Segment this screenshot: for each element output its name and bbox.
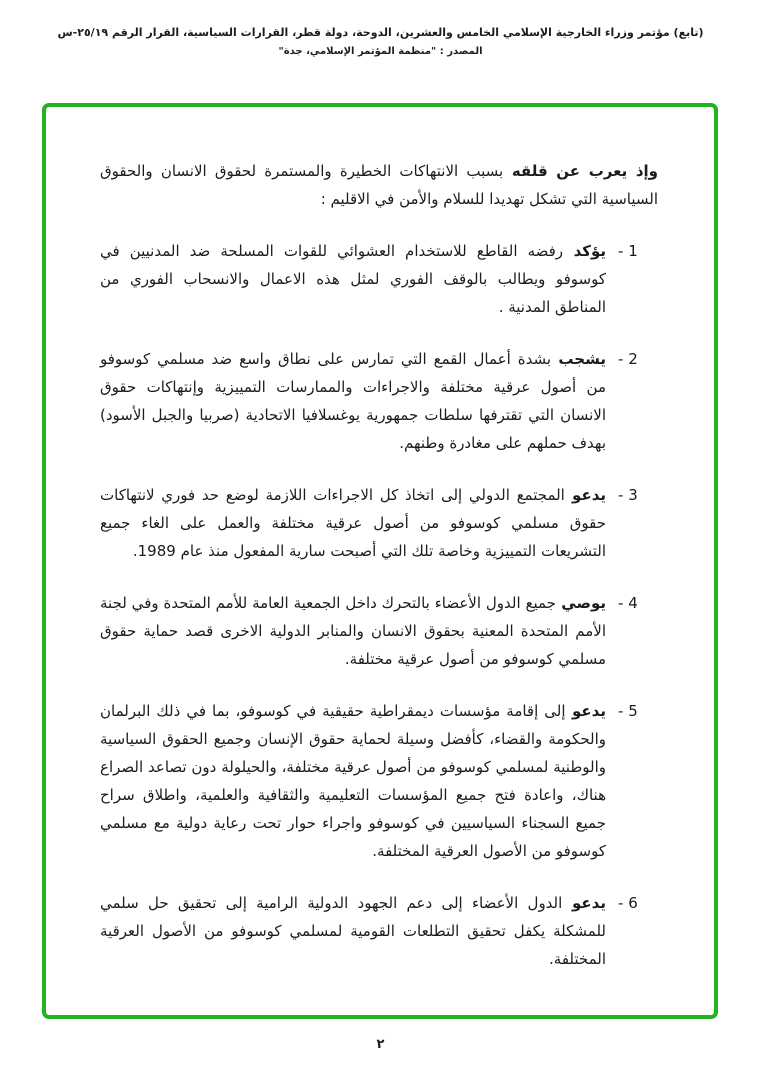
resolution-item xyxy=(100,481,658,565)
green-border-frame xyxy=(42,103,718,1019)
item-lead: يدعو xyxy=(572,894,606,912)
item-body-text: المجتمع الدولي إلى اتخاذ كل الاجراءات اللازمة لوضع حد فوري لانتهاكات حقوق مسلمي كوسوفو من أصول عرقية مختلفة والعمل على الغاء جميع التشريعات التمييزية وخاصة تلك التي أصبحت سارية المفعول منذ عام 1989. xyxy=(100,486,606,560)
resolution-item xyxy=(100,345,658,457)
item-number: 1 - xyxy=(618,242,638,260)
item-number: 5 - xyxy=(618,702,638,720)
header-source-line: (تابع) مؤتمر وزراء الخارجية الإسلامي الخامس والعشرين، الدوحة، دولة قطر، القرارات السياسية، القرار الرقم ٢٥/١٩-س xyxy=(57,26,704,39)
item-lead: يوصي xyxy=(561,594,606,612)
item-text xyxy=(100,345,606,457)
item-number: 3 - xyxy=(618,486,638,504)
item-body-text: بشدة أعمال القمع التي تمارس على نطاق واسع ضد مسلمي كوسوفو من أصول عرقية مختلفة والاجراءات والممارسات التمييزية وإنتهاكات حقوق الانسان التي تقترفها سلطات جمهورية يوغسلافيا الاتحادية (صربيا والجبل الأسود) بهدف حملهم على مغادرة وطنهم. xyxy=(100,350,606,452)
item-text xyxy=(100,237,606,321)
item-text xyxy=(100,589,606,673)
intro-paragraph xyxy=(100,157,658,213)
item-text xyxy=(100,889,606,973)
item-number: 4 - xyxy=(618,594,638,612)
page-number: ٢ xyxy=(376,1037,385,1052)
item-body-text: الدول الأعضاء إلى دعم الجهود الدولية الرامية إلى تحقيق حل سلمي للمشكلة يكفل تحقيق التطلعات القومية لمسلمي كوسوفو من الأصول العرقية المختلفة. xyxy=(100,894,606,968)
item-text xyxy=(100,697,606,865)
resolution-item xyxy=(100,889,658,973)
item-lead: يشجب xyxy=(558,350,606,368)
intro-lead: وإذ يعرب عن قلقه xyxy=(511,162,658,180)
intro-text: بسبب الانتهاكات الخطيرة والمستمرة لحقوق الانسان والحقوق السياسية التي تشكل تهديدا للسلام والأمن في الاقليم : xyxy=(100,162,658,208)
item-number: 2 - xyxy=(618,350,638,368)
resolution-item xyxy=(100,237,658,321)
item-text xyxy=(100,481,606,565)
header-publisher-line: المصدر : "منظمة المؤتمر الإسلامي، جدة" xyxy=(278,46,483,57)
item-lead: يدعو xyxy=(572,702,606,720)
document-header xyxy=(40,26,721,57)
resolution-body xyxy=(46,107,714,973)
item-body-text: رفضه القاطع للاستخدام العشوائي للقوات المسلحة ضد المدنيين في كوسوفو ويطالب بالوقف الفوري لمثل هذه الاعمال والانسحاب الفوري من المناطق المدنية . xyxy=(100,242,606,316)
item-body-text: جميع الدول الأعضاء بالتحرك داخل الجمعية العامة للأمم المتحدة وفي لجنة الأمم المتحدة المعنية بحقوق الانسان والمنابر الدولية الاخرى قصد حماية حقوق مسلمي كوسوفو من أصول عرقية مختلفة. xyxy=(100,594,606,668)
resolution-item xyxy=(100,589,658,673)
item-lead: يدعو xyxy=(572,486,606,504)
item-lead: يؤكد xyxy=(573,242,606,260)
item-number: 6 - xyxy=(618,894,638,912)
resolution-item xyxy=(100,697,658,865)
item-body-text: إلى إقامة مؤسسات ديمقراطية حقيقية في كوسوفو، بما في ذلك البرلمان والحكومة والقضاء، كأفضل وسيلة لحماية حقوق الإنسان وجميع الحقوق السياسية والوطنية لمسلمي كوسوفو من أصول عرقية مختلفة، والحيلولة دون تصاعد الصراع هناك، واعادة فتح جميع المؤسسات التعليمية والثقافية والعلمية، واطلاق سراح جميع السجناء السياسيين في كوسوفو واجراء حوار تحت رعاية دولية مع مسلمي كوسوفو من الأصول العرقية المختلفة. xyxy=(100,702,606,860)
